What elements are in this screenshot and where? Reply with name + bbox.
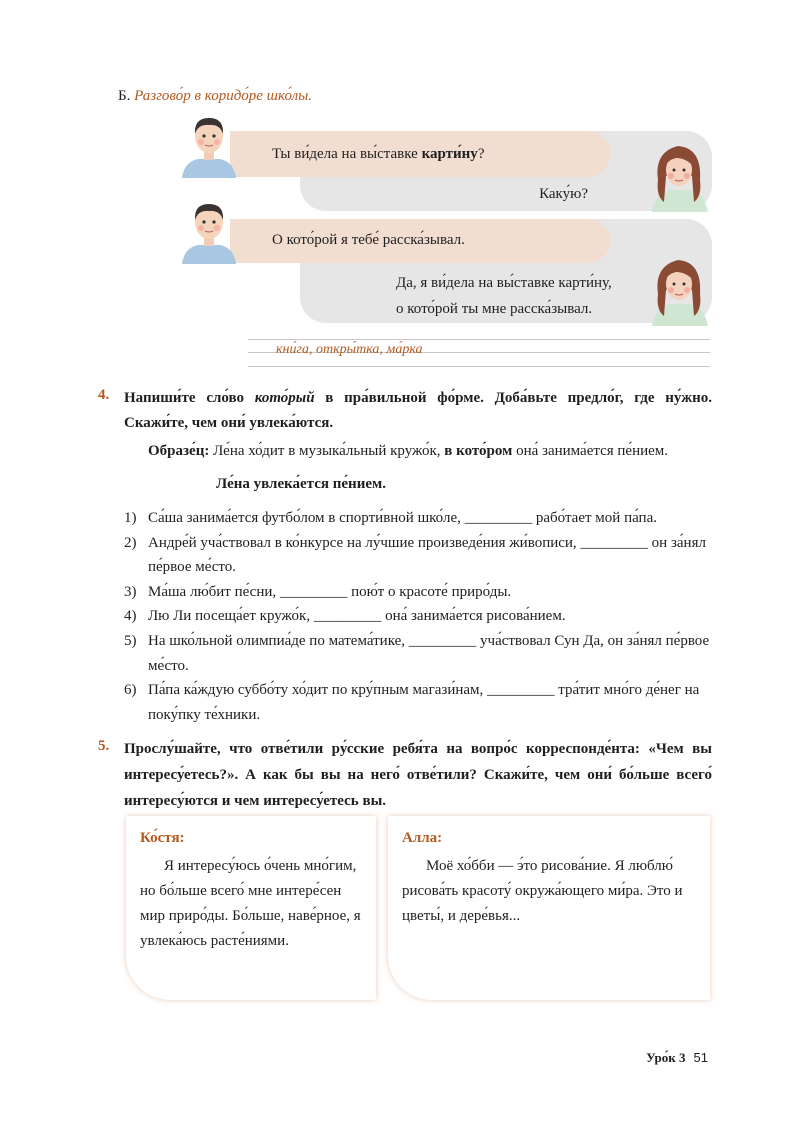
dialogue-line-2: Каку́ю? (539, 186, 588, 202)
exercise-4-task-text-end: в пра́вильной фо́рме. Доба́вьте предло́г, где ну́жно. Скажи́те, чем они́ увлека́ются. (124, 390, 712, 431)
writing-line (248, 366, 710, 367)
card-text (140, 854, 366, 954)
lesson-label: Уро́к 3 (646, 1050, 686, 1065)
item-text: Андре́й уча́ствовал в ко́нкурсе на лу́чшие произведе́ния жи́вописи, _________ он за́нял пе́рвое ме́сто. (148, 534, 706, 576)
list-item (124, 580, 714, 605)
item-text: Са́ша занима́ется футбо́лом в спорти́вной шко́ле, _________ рабо́тает мой па́па. (148, 510, 657, 526)
answer-card-alla (388, 816, 710, 1000)
exercise-4-task-keyword: кото́рый (254, 390, 315, 406)
dialogue-line-4a: Да, я ви́дела на вы́ставке карти́ну, (396, 275, 612, 291)
substitution-words: кни́га, откры́тка, ма́рка (276, 342, 423, 357)
item-number: 2) (124, 534, 137, 551)
item-text: На шко́льной олимпиа́де по матема́тике, _________ уча́ствовал Сун Да, он за́нял пе́рвое ме́сто. (148, 632, 710, 674)
exercise-4-sample (148, 443, 708, 460)
exercise-4-number: 4. (98, 387, 110, 403)
sample-text-end: она́ занима́ется пе́нием. (512, 443, 669, 459)
list-item (124, 604, 714, 629)
item-number: 4) (124, 608, 137, 625)
exercise-5-task: Прослу́шайте, что отве́тили ру́сские ребя́та на вопро́с корреспонде́нта: «Чем вы интересу́етесь?». А как бы вы на него́ отве́тили? Скажи́те, чем они́ бо́льше всего́ интересу́ются и чем интересу́етесь вы. (124, 741, 712, 809)
item-text: Ма́ша лю́бит пе́сни, _________ пою́т о красоте́ приро́ды. (148, 583, 512, 600)
dialogue-line-1-text: Ты ви́дела на вы́ставке (272, 146, 422, 162)
exercise-4-task-text: Напиши́те сло́во (124, 390, 255, 406)
card-text-body: Моё хо́бби — э́то рисова́ние. Я люблю́ рисова́ть красоту́ окружа́ющего ми́ра. Это и цветы́, и дере́вья... (402, 858, 683, 924)
item-text: Лю Ли посеща́ет кружо́к, _________ она́ занима́ется рисова́нием. (148, 608, 566, 625)
page-number: 51 (693, 1050, 708, 1065)
writing-line (248, 339, 710, 340)
dialogue-line-4b: о кото́рой ты мне расска́зывал. (396, 301, 593, 317)
page-footer (646, 1050, 708, 1066)
card-text-body: Я интересу́юсь о́чень мно́гим, но бо́льше всего́ мне интере́сен мир приро́ды. Бо́льше, наве́рное, я увлека́юсь расте́ниями. (140, 858, 361, 949)
card-text (402, 854, 700, 929)
dialogue-line-3: О кото́рой я тебе́ расска́зывал. (272, 232, 465, 248)
exercise-4-list (124, 506, 714, 727)
card-name: Ко́стя: (140, 830, 185, 846)
girl-avatar-icon (648, 136, 710, 212)
item-number: 5) (124, 632, 137, 649)
dialogue-line-1-bold: карти́ну (421, 146, 478, 162)
exercise-5-number: 5. (98, 738, 110, 754)
exercise-4-task (124, 386, 712, 436)
item-number: 1) (124, 510, 137, 526)
answer-card-kostya (126, 816, 376, 1000)
section-letter: Б. (118, 88, 131, 104)
card-name: Алла: (402, 830, 443, 846)
boy-bubble-2 (230, 219, 610, 263)
list-item (124, 629, 714, 678)
sample-text: Ле́на хо́дит в музыка́льный кружо́к, (209, 443, 445, 459)
section-b-heading (118, 88, 312, 105)
sample-answer: Ле́на увлека́ется пе́нием. (216, 476, 386, 492)
list-item (124, 531, 714, 580)
boy-bubble-1 (230, 131, 610, 177)
list-item (124, 506, 714, 531)
sample-label: Образе́ц: (148, 443, 210, 459)
section-title: Разгово́р в коридо́ре шко́лы. (134, 88, 313, 104)
sample-text-bold: в кото́ром (444, 443, 513, 459)
girl-avatar-icon (648, 250, 710, 326)
item-number: 3) (124, 583, 137, 600)
list-item (124, 678, 714, 727)
dialogue-line-1-end: ? (477, 146, 485, 162)
dialogue-line-4 (396, 268, 636, 322)
boy-avatar-icon (180, 198, 238, 264)
item-text: Па́па ка́ждую суббо́ту хо́дит по кру́пным магази́нам, _________ тра́тит мно́го де́нег на поку́пку те́хники. (148, 682, 700, 723)
boy-avatar-icon (180, 112, 238, 178)
item-number: 6) (124, 682, 137, 699)
